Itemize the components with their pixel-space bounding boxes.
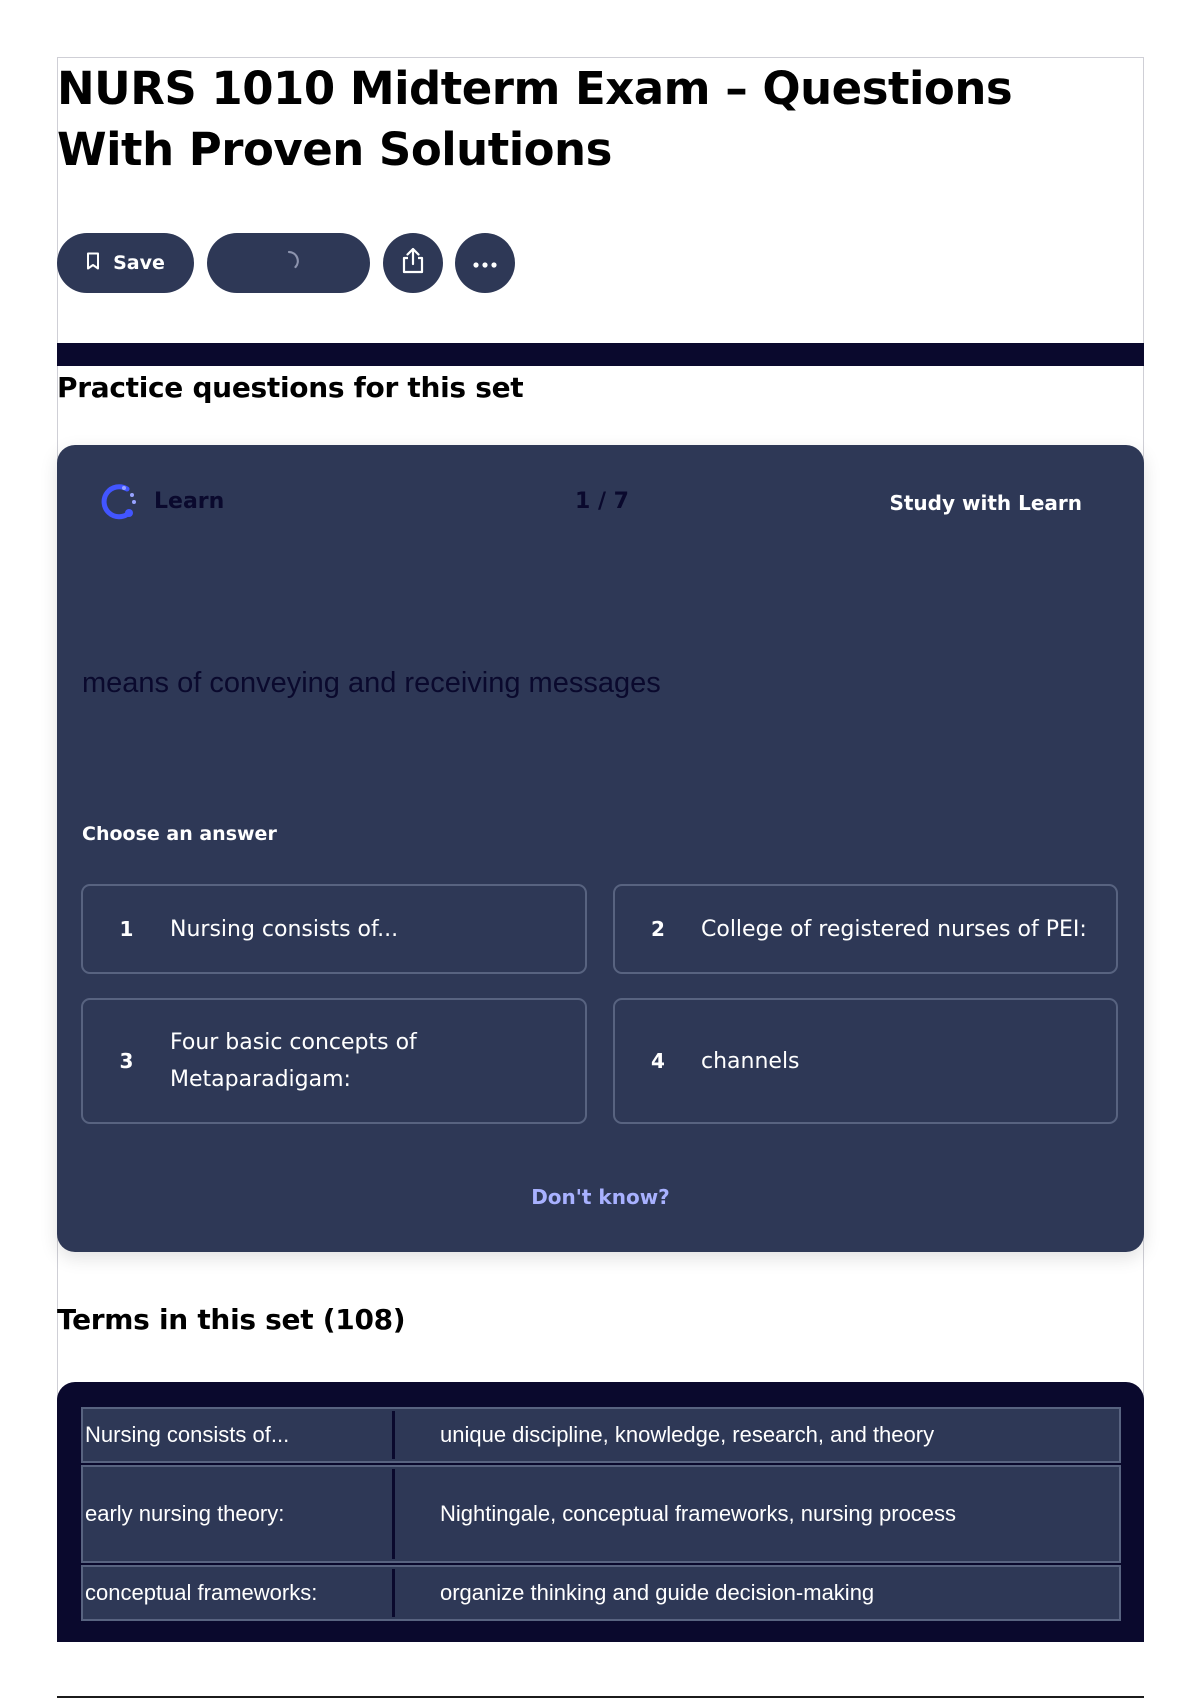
dont-know-button[interactable]: Don't know? [531,1185,670,1209]
page-bottom-rule [57,1696,1144,1698]
definition-text: Nightingale, conceptual frameworks, nursing process [440,1501,957,1526]
term-text: Nursing consists of... [85,1422,290,1447]
question-prompt: means of conveying and receiving messages [82,667,661,699]
save-button[interactable] [57,233,194,293]
more-horizontal-icon [472,254,498,273]
terms-list [57,1382,1144,1642]
term-row [81,1465,1121,1563]
spinner-icon [277,249,301,278]
learn-logo-icon [97,480,141,524]
page-title: NURS 1010 Midterm Exam – Questions With Proven Solutions [57,62,1013,176]
choose-answer-label: Choose an answer [82,823,277,845]
option-text: College of registered nurses of PEI: [701,916,1087,942]
question-progress: 1 / 7 [575,489,629,514]
option-text: Four basic concepts of Metaparadigam: [170,1030,417,1092]
term-row [81,1565,1121,1621]
definition-text: organize thinking and guide decision-making [440,1580,875,1605]
answer-option-2[interactable] [613,884,1118,974]
terms-heading: Terms in this set (108) [57,1303,406,1336]
answer-option-4[interactable] [613,998,1118,1124]
option-number: 2 [651,917,665,941]
option-text: Nursing consists of... [170,916,399,942]
term-divider [392,1569,395,1617]
term-divider [392,1469,395,1559]
loading-button[interactable] [207,233,370,293]
study-with-learn-link[interactable]: Study with Learn [889,491,1082,515]
practice-heading: Practice questions for this set [57,371,524,404]
definition-text: unique discipline, knowledge, research, and theory [440,1422,935,1447]
answer-option-1[interactable] [81,884,587,974]
learn-brand-label: Learn [154,489,225,514]
save-button-label: Save [113,252,165,274]
term-text: conceptual frameworks: [85,1580,318,1605]
share-button[interactable] [383,233,443,293]
term-text: early nursing theory: [85,1501,285,1526]
option-number: 1 [119,917,134,941]
bookmark-icon [86,252,100,275]
term-row [81,1407,1121,1463]
learn-card [57,445,1144,1252]
more-options-button[interactable] [455,233,515,293]
option-number: 4 [651,1049,665,1073]
option-number: 3 [119,1049,134,1073]
term-divider [392,1411,395,1459]
answer-option-3[interactable] [81,998,587,1124]
option-text: channels [701,1048,800,1074]
section-divider-bar [57,343,1144,366]
share-icon [400,247,426,279]
